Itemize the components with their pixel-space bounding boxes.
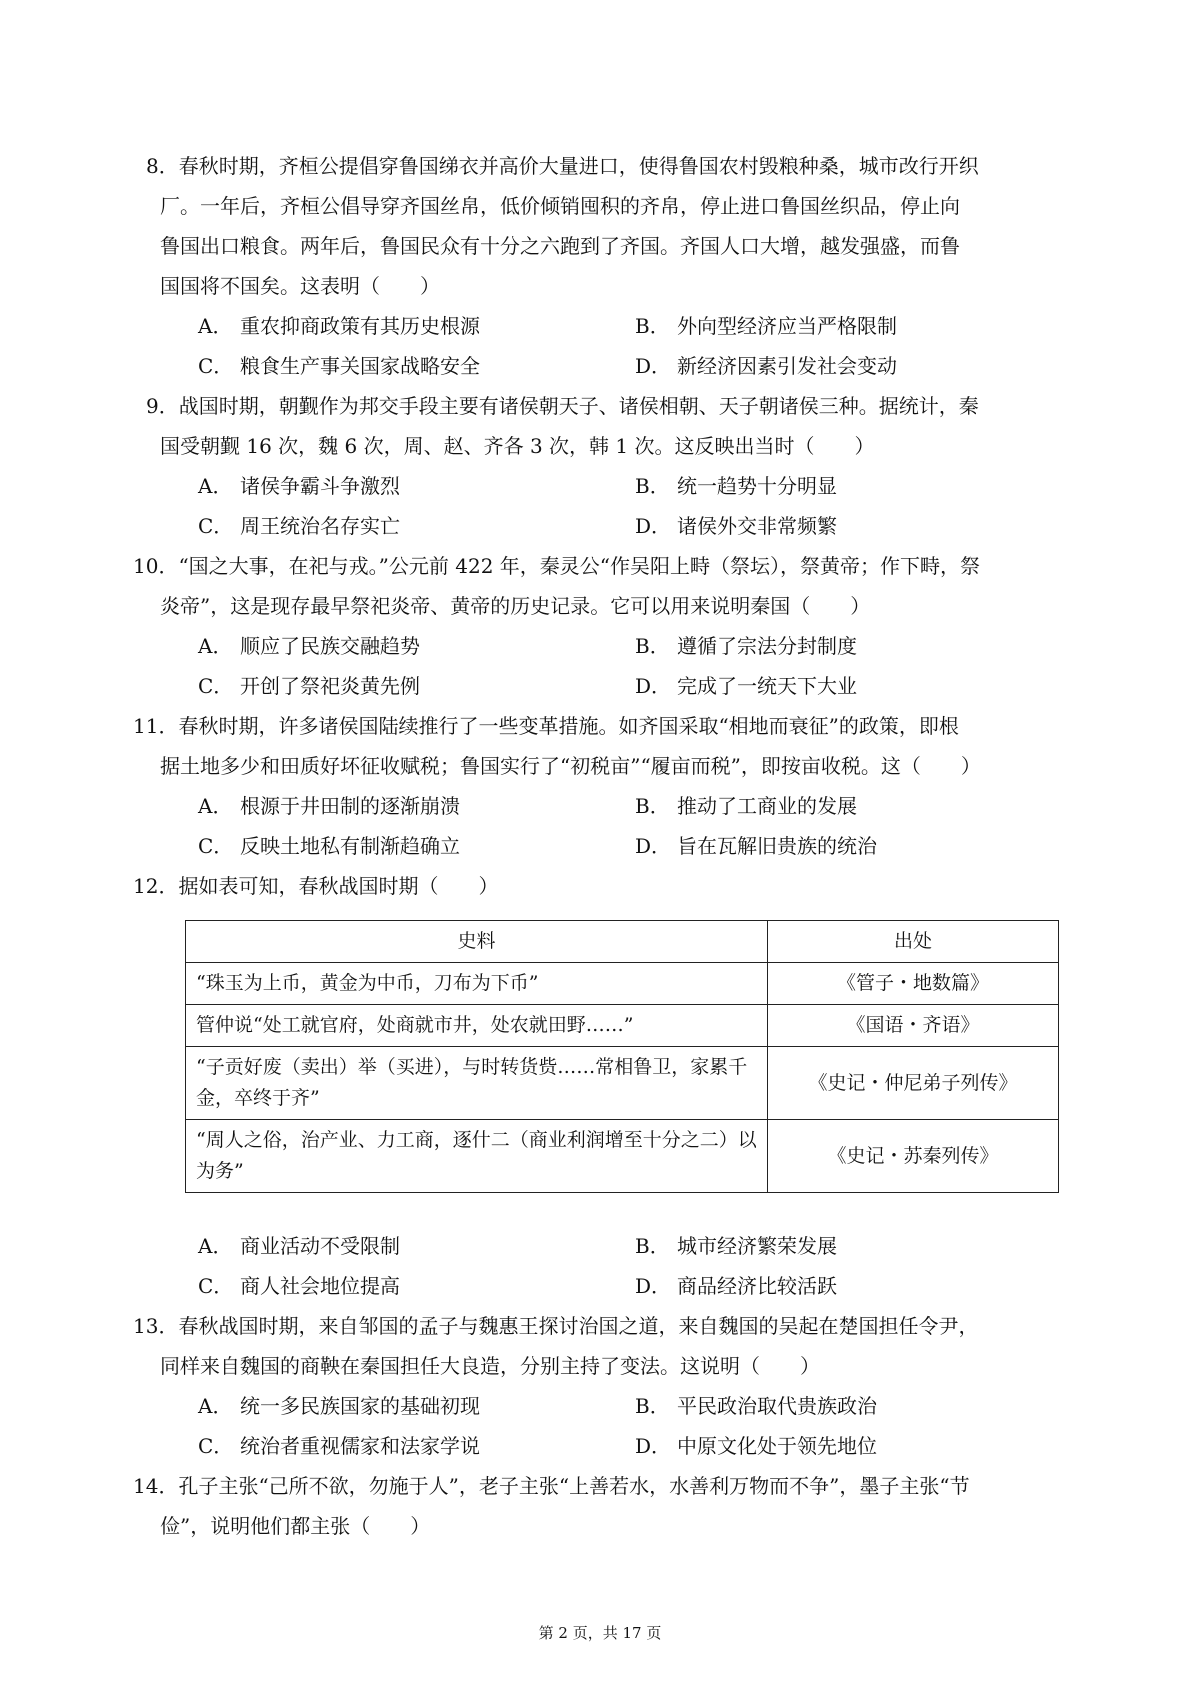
question-text-line: 据土地多少和田质好坏征收赋税；鲁国实行了“初税亩”“履亩而税”，即按亩收税。这（ ） [160,754,981,778]
column-header-origin: 出处 [768,921,1059,963]
question-text-line: “国之大事，在祀与戎。”公元前 422 年，秦灵公“作吴阳上畤（祭坛），祭黄帝；作下畤，祭 [178,554,981,578]
question-text-line: 春秋时期，齐桓公提倡穿鲁国绨衣并高价大量进口，使得鲁国农村毁粮种桑，城市改行开织 [178,154,979,178]
option-d[interactable]: D． 旨在瓦解旧贵族的统治 [635,834,877,858]
options-11 [198,786,1058,866]
question-text-line: 国国将不国矣。这表明（ ） [160,274,440,298]
question-text-line: 鲁国出口粮食。两年后，鲁国民众有十分之六跑到了齐国。齐国人口大增，越发强盛，而鲁 [160,234,960,258]
option-d[interactable]: D． 完成了一统天下大业 [635,674,857,698]
source-table [185,920,1059,1193]
option-b[interactable]: B． 统一趋势十分明显 [635,474,837,498]
question-text-line: 炎帝”，这是现存最早祭祀炎帝、黄帝的历史记录。它可以用来说明秦国（ ） [160,594,871,618]
option-b[interactable]: B． 平民政治取代贵族政治 [635,1394,877,1418]
option-d[interactable]: D． 新经济因素引发社会变动 [635,354,897,378]
option-a[interactable]: A． 统一多民族国家的基础初现 [198,1394,480,1418]
source-origin-cell: 《史记・苏秦列传》 [768,1120,1059,1193]
question-text-line: 厂。一年后，齐桓公倡导穿齐国丝帛，低价倾销囤积的齐帛，停止进口鲁国丝织品，停止向 [160,194,960,218]
question-text-line: 据如表可知，春秋战国时期（ ） [178,874,499,898]
option-a[interactable]: A． 重农抑商政策有其历史根源 [198,314,480,338]
question-number: 10． [133,554,179,578]
option-a[interactable]: A． 顺应了民族交融趋势 [198,634,420,658]
question-number: 13． [133,1314,179,1338]
source-origin-cell: 《国语・齐语》 [768,1005,1059,1047]
question-8 [146,146,1060,306]
options-13 [198,1386,1058,1466]
question-text-line: 春秋时期，许多诸侯国陆续推行了一些变革措施。如齐国采取“相地而衰征”的政策，即根 [178,714,959,738]
source-text-cell: “珠玉为上币，黄金为中币，刀布为下币” [186,963,768,1005]
option-a[interactable]: A． 商业活动不受限制 [198,1234,400,1258]
option-a[interactable]: A． 诸侯争霸斗争激烈 [198,474,400,498]
column-header-source-text: 史料 [186,921,768,963]
question-text-line: 俭”，说明他们都主张（ ） [160,1514,431,1538]
question-14 [133,1466,1060,1546]
option-b[interactable]: B． 城市经济繁荣发展 [635,1234,837,1258]
source-text-cell: “周人之俗，治产业、力工商，逐什二（商业利润增至十分之二）以为务” [186,1120,768,1193]
question-number: 11． [133,714,179,738]
option-d[interactable]: D． 诸侯外交非常频繁 [635,514,837,538]
options-10 [198,626,1058,706]
question-13 [133,1306,1060,1386]
source-origin-cell: 《史记・仲尼弟子列传》 [768,1047,1059,1120]
question-number: 12． [133,874,179,898]
question-text-line: 国受朝觐 16 次，魏 6 次，周、赵、齐各 3 次，韩 1 次。这反映出当时（ ） [160,434,875,458]
option-c[interactable]: C． 商人社会地位提高 [198,1274,400,1298]
source-text-cell: 管仲说“处工就官府，处商就市井，处农就田野……” [186,1005,768,1047]
source-origin-cell: 《管子・地数篇》 [768,963,1059,1005]
question-number: 9． [146,394,179,418]
table-row [186,1047,1059,1120]
question-number: 8． [146,154,179,178]
option-b[interactable]: B． 遵循了宗法分封制度 [635,634,857,658]
source-text-cell: “子贡好废（卖出）举（买进），与时转货赀……常相鲁卫，家累千金，卒终于齐” [186,1047,768,1120]
options-8 [198,306,1058,386]
question-10 [133,546,1060,626]
question-text-line: 孔子主张“己所不欲，勿施于人”，老子主张“上善若水，水善利万物而不争”，墨子主张“节 [178,1474,970,1498]
question-text-line: 战国时期，朝觐作为邦交手段主要有诸侯朝天子、诸侯相朝、天子朝诸侯三种。据统计，秦 [178,394,979,418]
question-text-line: 同样来自魏国的商鞅在秦国担任大良造，分别主持了变法。这说明（ ） [160,1354,820,1378]
option-c[interactable]: C． 周王统治名存实亡 [198,514,400,538]
option-c[interactable]: C． 反映土地私有制渐趋确立 [198,834,460,858]
page-footer: 第 2 页，共 17 页 [538,1624,662,1642]
option-c[interactable]: C． 粮食生产事关国家战略安全 [198,354,480,378]
option-d[interactable]: D． 商品经济比较活跃 [635,1274,837,1298]
option-c[interactable]: C． 统治者重视儒家和法家学说 [198,1434,480,1458]
options-12 [198,1226,1058,1306]
question-11 [133,706,1060,786]
table-row [186,1005,1059,1047]
option-d[interactable]: D． 中原文化处于领先地位 [635,1434,877,1458]
option-c[interactable]: C． 开创了祭祀炎黄先例 [198,674,420,698]
table-row [186,963,1059,1005]
table-header-row [186,921,1059,963]
options-9 [198,466,1058,546]
option-b[interactable]: B． 外向型经济应当严格限制 [635,314,897,338]
question-number: 14． [133,1474,179,1498]
option-a[interactable]: A． 根源于井田制的逐渐崩溃 [198,794,460,818]
question-text-line: 春秋战国时期，来自邹国的孟子与魏惠王探讨治国之道，来自魏国的吴起在楚国担任令尹， [178,1314,979,1338]
table-row [186,1120,1059,1193]
question-12 [133,866,1060,906]
option-b[interactable]: B． 推动了工商业的发展 [635,794,857,818]
question-9 [146,386,1060,466]
